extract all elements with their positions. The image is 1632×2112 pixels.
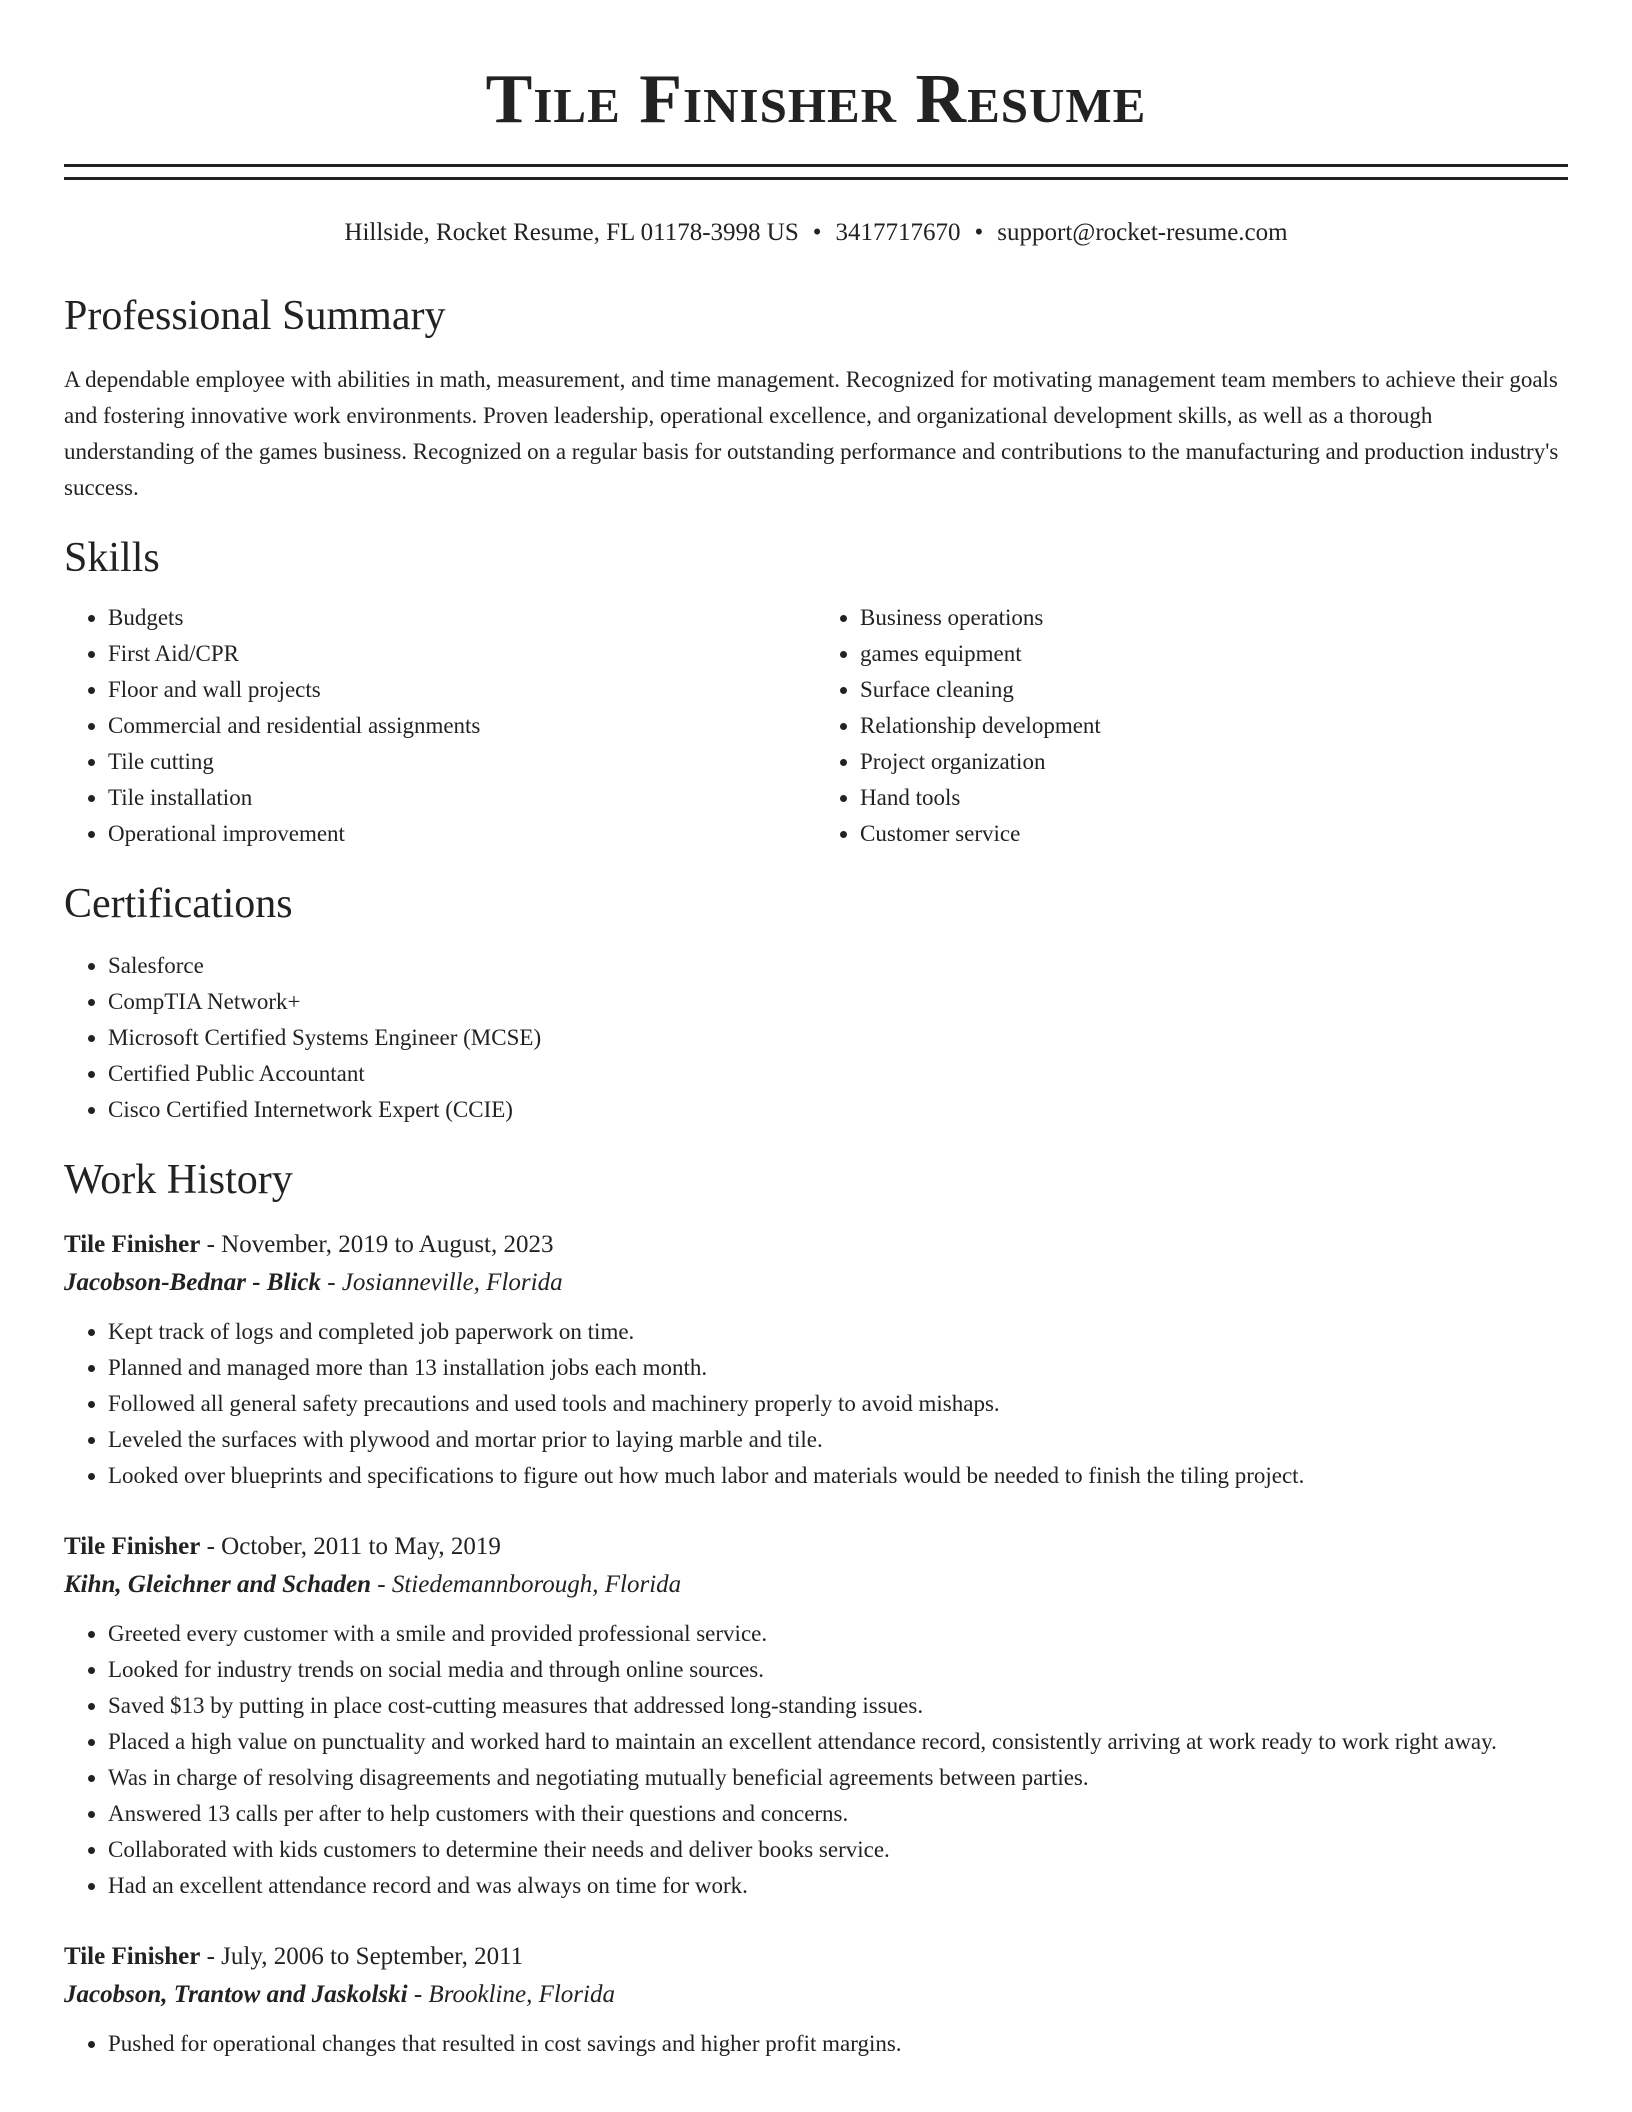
skill-item: • Floor and wall projects (108, 672, 816, 708)
job-bullets (64, 2026, 1568, 2062)
skill-item: • Customer service (860, 816, 1568, 852)
job-bullet: • Leveled the surfaces with plywood and mortar prior to laying marble and tile. (108, 1422, 1568, 1458)
job-bullet: • Saved $13 by putting in place cost-cutting measures that addressed long-standing issues. (108, 1688, 1568, 1724)
job-location: - Brookline, Florida (407, 1981, 615, 2008)
job-location: - Stiedemannborough, Florida (371, 1571, 682, 1598)
certification-item: • Certified Public Accountant (108, 1056, 1568, 1092)
skill-item: • Tile cutting (108, 744, 816, 780)
job-bullets (64, 1616, 1568, 1904)
skill-item: • Tile installation (108, 780, 816, 816)
contact-line (64, 216, 1568, 250)
skills-list-right (816, 600, 1568, 852)
skill-item: • Budgets (108, 600, 816, 636)
job-bullets (64, 1314, 1568, 1494)
skill-item: • Surface cleaning (860, 672, 1568, 708)
skill-item: • Relationship development (860, 708, 1568, 744)
job-title: Tile Finisher (64, 1943, 201, 1970)
skill-item: • First Aid/CPR (108, 636, 816, 672)
job-employer (64, 1976, 1568, 2014)
job-entry (64, 1938, 1568, 2062)
skill-item: • Hand tools (860, 780, 1568, 816)
skill-item: • games equipment (860, 636, 1568, 672)
job-bullet: • Placed a high value on punctuality and worked hard to maintain an excellent attendance record, consistently arriving at work ready to work right away. (108, 1724, 1568, 1760)
job-bullet: • Looked for industry trends on social media and through online sources. (108, 1652, 1568, 1688)
contact-separator: • (812, 219, 822, 246)
job-header (64, 1528, 1568, 1566)
job-company: Jacobson-Bednar - Blick (64, 1269, 321, 1296)
contact-email: support@rocket-resume.com (997, 219, 1288, 246)
job-dates: - November, 2019 to August, 2023 (200, 1231, 554, 1258)
certifications-heading: Certifications (64, 881, 293, 927)
certifications-list (64, 948, 1568, 1128)
job-company: Kihn, Gleichner and Schaden (64, 1571, 372, 1598)
skill-item: • Project organization (860, 744, 1568, 780)
job-dates: - October, 2011 to May, 2019 (200, 1533, 501, 1560)
job-bullet: • Kept track of logs and completed job paperwork on time. (108, 1314, 1568, 1350)
job-entry (64, 1528, 1568, 1904)
job-location: - Josianneville, Florida (320, 1269, 563, 1296)
skills-columns (64, 600, 1568, 852)
job-title: Tile Finisher (64, 1231, 201, 1258)
job-bullet: • Followed all general safety precautions and used tools and machinery properly to avoid mishaps. (108, 1386, 1568, 1422)
contact-phone: 3417717670 (835, 219, 961, 246)
job-header (64, 1226, 1568, 1264)
certification-item: • Cisco Certified Internetwork Expert (CCIE) (108, 1092, 1568, 1128)
certification-item: • Salesforce (108, 948, 1568, 984)
job-employer (64, 1264, 1568, 1302)
skills-list-left (64, 600, 816, 852)
job-title: Tile Finisher (64, 1533, 201, 1560)
job-bullet: • Had an excellent attendance record and was always on time for work. (108, 1868, 1568, 1904)
resume-title: Tile Finisher Resume (485, 61, 1147, 138)
resume-page (64, 0, 1568, 2062)
summary-text: A dependable employee with abilities in math, measurement, and time management. Recognized for motivating management team members to achieve their goals and fostering innovative work environments. Proven leadership, operational excellence, and organizational development skills, as well as a thorough understanding of the games business. Recognized on a regular basis for outstanding performance and contributions to the manufacturing and production industry's success. (64, 367, 1559, 500)
skill-item: • Operational improvement (108, 816, 816, 852)
certification-item: • CompTIA Network+ (108, 984, 1568, 1020)
skill-item: • Commercial and residential assignments (108, 708, 816, 744)
job-dates: - July, 2006 to September, 2011 (200, 1943, 524, 1970)
job-bullet: • Looked over blueprints and specifications to figure out how much labor and materials would be needed to finish the tiling project. (108, 1458, 1568, 1494)
contact-separator: • (974, 219, 984, 246)
skill-item: • Business operations (860, 600, 1568, 636)
job-bullet: • Collaborated with kids customers to determine their needs and deliver books service. (108, 1832, 1568, 1868)
summary-heading: Professional Summary (64, 293, 446, 339)
job-bullet: • Pushed for operational changes that resulted in cost savings and higher profit margins. (108, 2026, 1568, 2062)
job-bullet: • Answered 13 calls per after to help customers with their questions and concerns. (108, 1796, 1568, 1832)
job-bullet: • Was in charge of resolving disagreements and negotiating mutually beneficial agreements between parties. (108, 1760, 1568, 1796)
job-employer (64, 1566, 1568, 1604)
job-company: Jacobson, Trantow and Jaskolski (64, 1981, 408, 2008)
job-entry (64, 1226, 1568, 1494)
work-history-heading: Work History (64, 1157, 293, 1203)
job-bullet: • Greeted every customer with a smile and provided professional service. (108, 1616, 1568, 1652)
certification-item: • Microsoft Certified Systems Engineer (MCSE) (108, 1020, 1568, 1056)
title-divider (64, 164, 1568, 180)
contact-address: Hillside, Rocket Resume, FL 01178-3998 US (344, 219, 799, 246)
job-bullet: • Planned and managed more than 13 installation jobs each month. (108, 1350, 1568, 1386)
skills-heading: Skills (64, 535, 160, 581)
job-header (64, 1938, 1568, 1976)
